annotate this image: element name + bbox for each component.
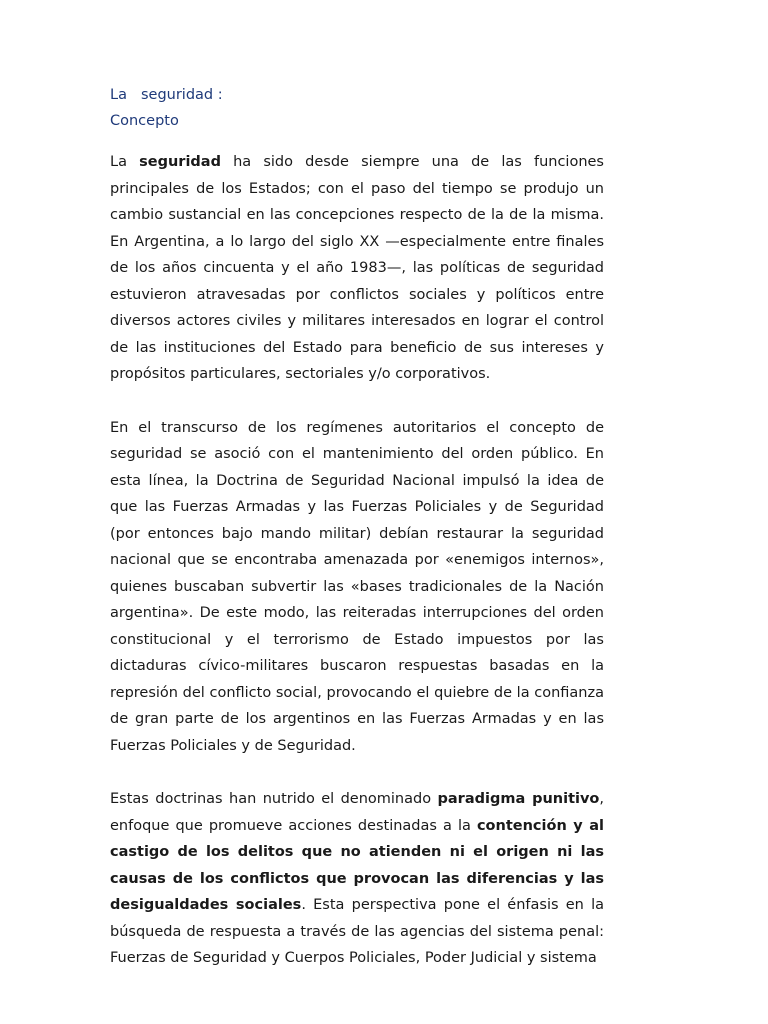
- paragraph-3-bold-a: paradigma punitivo: [437, 791, 600, 807]
- document-subtitle: Concepto: [110, 113, 179, 129]
- paragraph-2: En el transcurso de los regímenes autoritarios el concepto de seguridad se asoció con el mantenimiento del orden público. En esta línea, la Doctrina de Seguridad Nacional impulsó la idea de que las Fuerzas Armadas y las Fuerzas Policiales y de Seguridad (por entonces bajo mando militar) debían restaurar la seguridad nacional que se encontraba amenazada por «enemigos internos», quienes buscaban subvertir las «bases tradicionales de la Nación argentina». De este modo, las reiteradas interrupciones del orden constitucional y el terrorismo de Estado impuestos por las dictaduras cívico-militares buscaron respuestas basadas en la represión del conflicto social, provocando el quiebre de la confianza de gran parte de los argentinos en las Fuerzas Armadas y en las Fuerzas Policiales y de Seguridad.: [110, 419, 604, 754]
- paragraph-1-bold: seguridad: [139, 154, 221, 170]
- paragraph-3-bold-b: contención y al castigo de los delitos que no atienden ni el origen ni las causas de los conflictos que provocan las diferencias y las desigualdades sociales: [110, 817, 604, 913]
- paragraph-3-text-b: , enfoque que promueve acciones destinadas a la: [110, 791, 604, 834]
- paragraph-1: [110, 149, 604, 388]
- title-word-seguridad: seguridad: [140, 87, 214, 103]
- paragraph-3-text-a: Estas doctrinas han nutrido el denominado: [110, 791, 438, 807]
- paragraph-3-text-c: . Esta perspectiva pone el énfasis en la búsqueda de respuesta a través de las agencias del sistema penal: Fuerzas de Seguridad y Cuerpos Policiales, Poder Judicial y sistema: [110, 897, 604, 966]
- document-page: [110, 82, 604, 972]
- document-title: [110, 82, 604, 108]
- paragraph-1-text-b: ha sido desde siempre una de las funciones principales de los Estados; con el paso del tiempo se produjo un cambio sustancial en las concepciones respecto de la de la misma. En Argentina, a lo largo del siglo XX —especialmente entre finales de los años cincuenta y el año 1983—, las políticas de seguridad estuvieron atravesadas por conflictos sociales y políticos entre diversos actores civiles y militares interesados en lograr el control de las instituciones del Estado para beneficio de sus intereses y propósitos particulares, sectoriales y/o corporativos.: [110, 154, 604, 382]
- title-colon: :: [217, 87, 223, 103]
- paragraph-3: [110, 786, 604, 972]
- title-word-la: La: [110, 87, 127, 103]
- paragraph-1-text-a: La: [110, 154, 140, 170]
